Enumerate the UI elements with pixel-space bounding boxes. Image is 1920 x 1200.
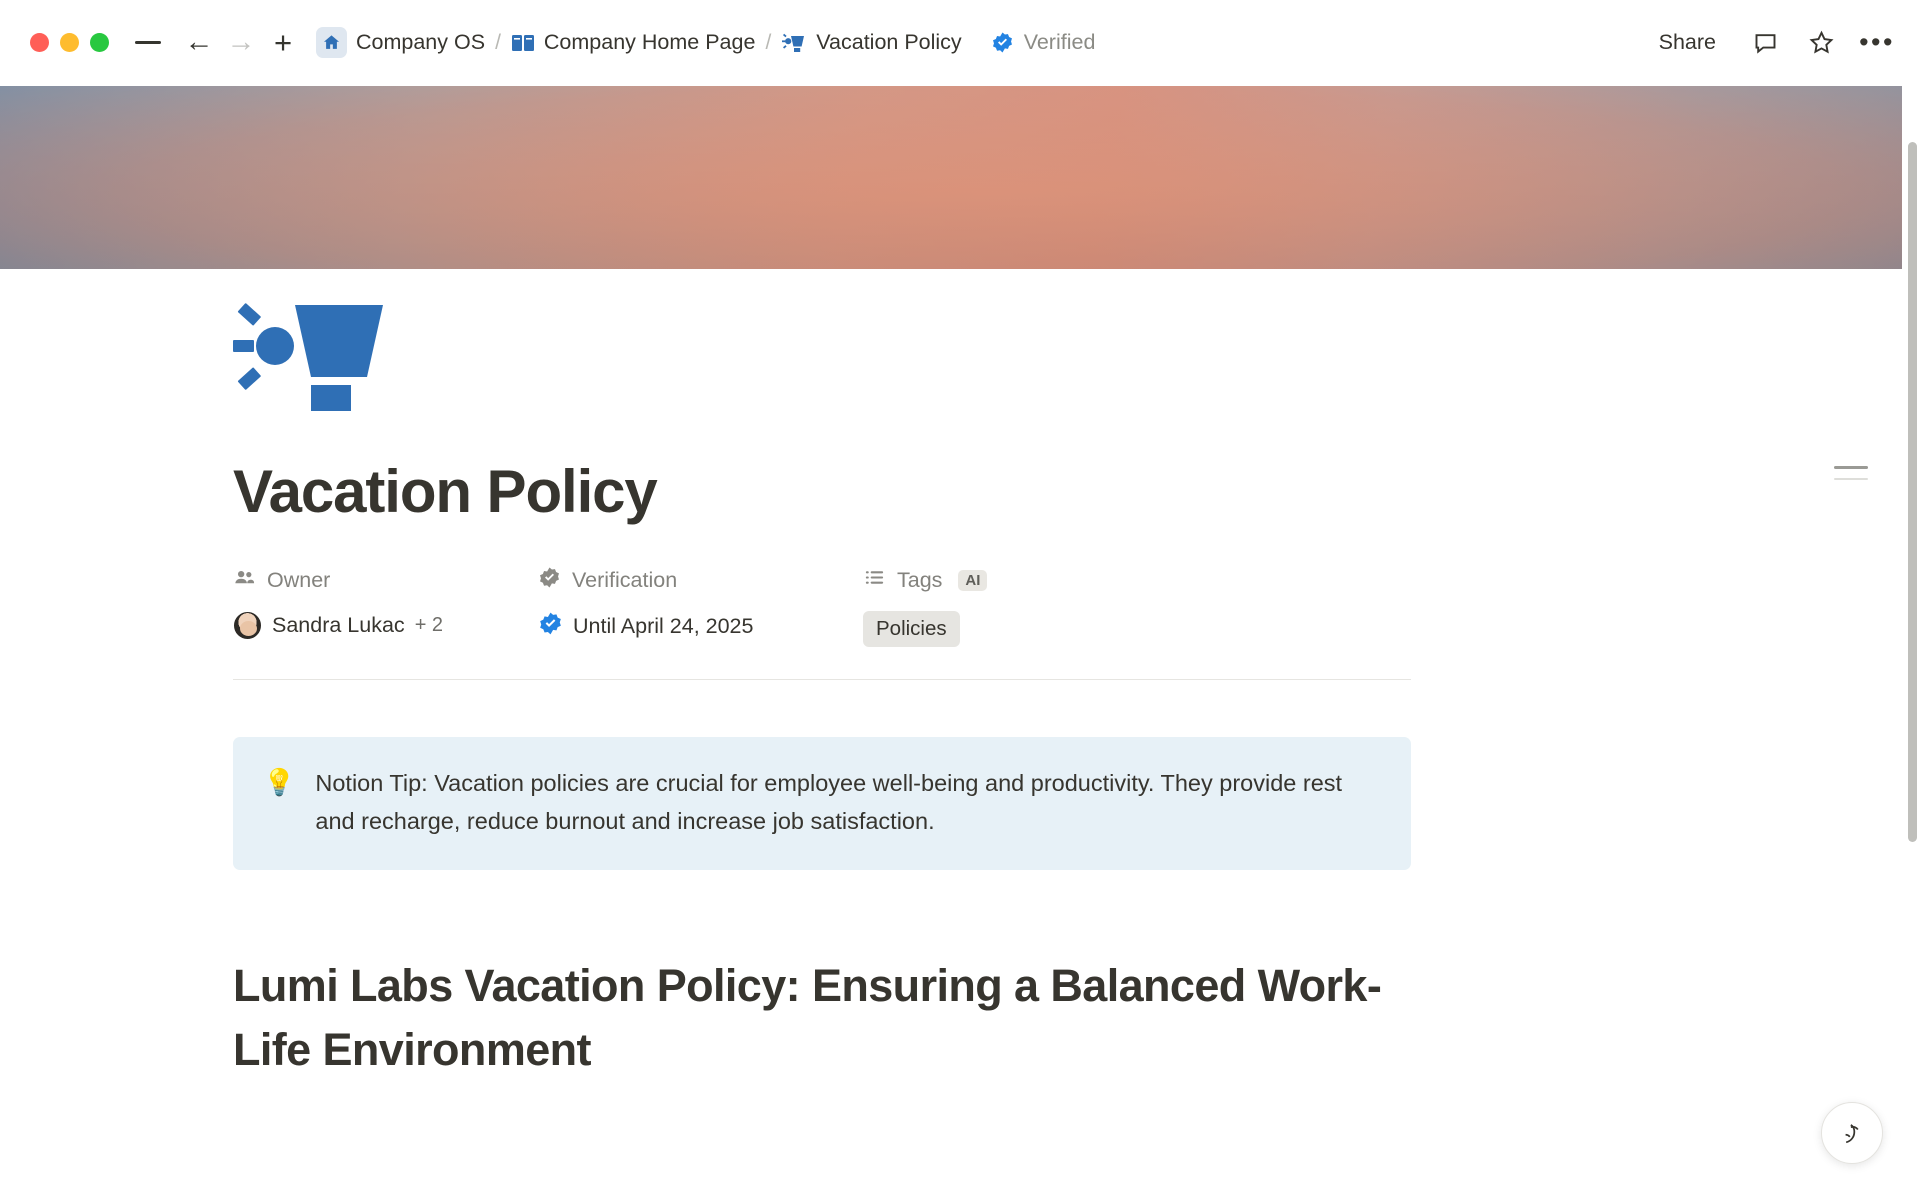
vertical-scrollbar[interactable] xyxy=(1908,142,1917,842)
property-label-row[interactable] xyxy=(233,566,538,595)
megaphone-icon xyxy=(781,31,807,55)
breadcrumb-separator: / xyxy=(495,30,501,54)
property-verification xyxy=(538,566,863,642)
list-icon xyxy=(863,566,886,595)
breadcrumb-label: Company OS xyxy=(356,30,486,54)
sidebar-toggle-icon[interactable] xyxy=(131,26,165,60)
page-body xyxy=(0,737,1920,1082)
property-value-owner[interactable] xyxy=(233,611,538,640)
ai-sparkle-icon xyxy=(1838,1119,1866,1147)
ai-assistant-button[interactable] xyxy=(1821,1102,1883,1164)
breadcrumb-separator: / xyxy=(765,30,772,54)
minimize-window-button[interactable] xyxy=(60,33,79,52)
property-owner xyxy=(233,566,538,640)
breadcrumb-label: Vacation Policy xyxy=(816,30,962,54)
ai-badge: AI xyxy=(958,570,987,591)
property-label-row[interactable] xyxy=(538,566,863,595)
titlebar-actions xyxy=(1649,25,1894,60)
breadcrumb-label: Company Home Page xyxy=(543,30,756,54)
share-button[interactable]: Share xyxy=(1658,30,1716,54)
property-label-row[interactable] xyxy=(863,566,1163,595)
new-page-plus-icon[interactable]: + xyxy=(273,24,293,60)
property-name: Owner xyxy=(267,568,331,592)
section-heading[interactable]: Lumi Labs Vacation Policy: Ensuring a Balanced Work-Life Environment xyxy=(233,960,1382,1076)
window-titlebar xyxy=(0,0,1920,86)
tag-pill[interactable]: Policies xyxy=(863,611,960,647)
property-name: Verification xyxy=(572,568,678,592)
maximize-window-button[interactable] xyxy=(90,33,109,52)
breadcrumb-item-vacation-policy[interactable] xyxy=(774,27,968,58)
property-name: Tags xyxy=(897,568,943,592)
property-tags xyxy=(863,566,1163,647)
breadcrumb-item-company-home-page[interactable] xyxy=(504,27,763,58)
property-value-tags[interactable] xyxy=(863,611,1163,647)
avatar xyxy=(233,611,262,640)
callout-text: Notion Tip: Vacation policies are crucial for employee well-being and productivity. They provide rest and recharge, reduce burnout and increase job satisfaction. xyxy=(315,770,1343,835)
close-window-button[interactable] xyxy=(30,33,49,52)
page-properties xyxy=(233,566,1860,647)
verified-status[interactable] xyxy=(991,30,1096,55)
star-icon[interactable] xyxy=(1804,26,1838,60)
back-arrow-icon[interactable]: ← xyxy=(184,26,214,58)
more-horizontal-icon[interactable]: ••• xyxy=(1859,27,1895,58)
people-icon xyxy=(233,566,256,595)
owner-overflow-count: + 2 xyxy=(414,614,444,636)
property-value-verification[interactable] xyxy=(538,611,863,642)
callout-block[interactable] xyxy=(233,737,1411,870)
home-icon xyxy=(316,27,347,58)
verified-label: Verified xyxy=(1023,30,1096,54)
verification-until: Until April 24, 2025 xyxy=(573,614,754,638)
page-cover-image xyxy=(0,86,1902,269)
verified-badge-icon xyxy=(538,611,563,642)
page-scroll-area[interactable] xyxy=(0,86,1920,1200)
forward-arrow-icon[interactable]: → xyxy=(226,26,256,58)
comment-icon[interactable] xyxy=(1748,26,1782,60)
collapse-properties-handle[interactable] xyxy=(1834,466,1868,480)
page-title[interactable]: Vacation Policy xyxy=(233,458,657,525)
content-divider xyxy=(233,679,1411,680)
breadcrumb xyxy=(309,24,969,61)
verified-outline-icon xyxy=(538,566,561,595)
page-icon-megaphone-icon[interactable] xyxy=(233,299,389,415)
window-controls[interactable] xyxy=(30,33,109,52)
owner-name: Sandra Lukac xyxy=(272,613,405,637)
page-content xyxy=(0,457,1920,647)
lightbulb-icon: 💡 xyxy=(263,767,296,797)
open-book-icon xyxy=(511,32,535,54)
verified-badge-icon xyxy=(991,31,1014,54)
breadcrumb-item-company-os[interactable] xyxy=(309,24,492,61)
